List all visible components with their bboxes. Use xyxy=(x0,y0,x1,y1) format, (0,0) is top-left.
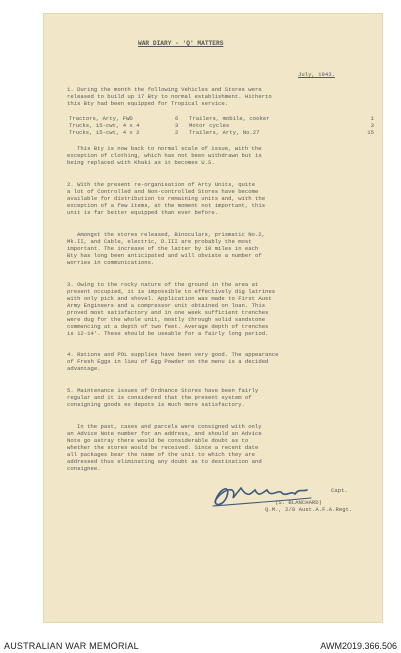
para5-line: consigning goods ex depots is much more satisfactory. xyxy=(67,401,245,408)
para1-line: released to build up 17 Bty to normal establishment. Hitherto xyxy=(67,93,272,100)
para1b-line: This Bty is now back to normal scale of issue, with the xyxy=(77,145,262,152)
para3-line: were dug for the whole unit, mostly through solid sandstone xyxy=(67,316,266,323)
document-date: July, 1943. xyxy=(298,71,335,78)
para2b-line: Bty has long been anticipated and will obviate a number of xyxy=(67,252,262,259)
para1-line: this Bty had been equipped for Tropical service. xyxy=(67,100,229,107)
para4-line: of Fresh Eggs in lieu of Egg Powder on the menu is a decided xyxy=(67,358,269,365)
document-page xyxy=(43,13,383,623)
footer-accession-number: AWM2019.366.506 xyxy=(320,641,397,651)
para2-line: a lot of Controlled and Non-controlled Stores have become xyxy=(67,188,259,195)
para5b-line: In the past, cases and parcels were consigned with only xyxy=(77,423,262,430)
vehicle-qty: 1 xyxy=(370,115,374,122)
vehicle-item: Motor cycles xyxy=(189,122,230,129)
vehicle-row xyxy=(69,129,374,137)
vehicle-qty: 2 xyxy=(175,129,179,136)
para5b-line: addressed thus eliminating any doubt as to destination and xyxy=(67,458,262,465)
vehicle-item: Tractors, Arty, FWD xyxy=(69,115,133,122)
footer-archive-name: AUSTRALIAN WAR MEMORIAL xyxy=(4,641,139,651)
document-title: WAR DIARY - 'Q' MATTERS xyxy=(138,40,224,47)
para5-line: regular and it is considered that the present system of xyxy=(67,394,252,401)
para1b-line: being replaced with Khaki as it becomes U.S. xyxy=(67,159,215,166)
signature-name: (S. BLANCHARD) xyxy=(275,499,322,506)
para3-line: 3. Owing to the rocky nature of the ground in the area at xyxy=(67,281,259,288)
para4-line: 4. Rations and POL supplies have been very good. The appearance xyxy=(67,351,279,358)
para4-line: advantage. xyxy=(67,365,101,372)
para2b-line: worries in communications. xyxy=(67,259,155,266)
para5b-line: an Advice Note number for an address, and should an Advice xyxy=(67,430,262,437)
para1-line: 1. During the month the following Vehicles and Stores were xyxy=(67,86,262,93)
para3-line: commencing at a depth of two feet. Average depth of trenches xyxy=(67,323,269,330)
para5-line: 5. Maintenance issues of Ordnance Stores have been fairly xyxy=(67,387,259,394)
para5b-line: consignee. xyxy=(67,465,101,472)
vehicle-item: Trailers, Arty, No.27 xyxy=(189,129,260,136)
para2-line: 2. With the present re-organisation of Arty Units, quite xyxy=(67,181,255,188)
vehicle-qty: 6 xyxy=(175,115,179,122)
para1b-line: exception of clothing, which has not been withdrawn but is xyxy=(67,152,262,159)
para2-line: available for distribution to remaining units and, with the xyxy=(67,195,266,202)
vehicle-item: Trucks, 15-cwt, 4 x 2 xyxy=(69,129,140,136)
signature-unit: Q.M., 2/8 Aust.A.F.A.Regt. xyxy=(265,506,353,513)
para3-line: with only pick and shovel. Application was made to First Aust xyxy=(67,295,272,302)
para2-line: exception of a few items, at the moment not important, this xyxy=(67,202,266,209)
para3-line: present occupied, it is impossible to effectively dig latrines xyxy=(67,288,276,295)
vehicle-item: Trailers, mobile, cooker xyxy=(189,115,270,122)
vehicle-qty: 3 xyxy=(175,122,179,129)
para2b-line: Mk.II, and Cable, electric, D.III are probably the most xyxy=(67,238,252,245)
para3-line: Army Engineers and a compressor unit obtained on loan. This xyxy=(67,302,266,309)
vehicle-qty: 15 xyxy=(367,129,374,136)
para3-line: proved most satisfactory and in one week sufficient trenches xyxy=(67,309,269,316)
signature-rank: Capt. xyxy=(331,487,348,494)
vehicle-item: Trucks, 15-cwt, 4 x 4 xyxy=(69,122,140,129)
para5b-line: whether the stores would be received. Since a recent date xyxy=(67,444,259,451)
vehicle-qty: 3 xyxy=(370,122,374,129)
para2-line: unit is far better equipped than ever before. xyxy=(67,209,219,216)
para3-line: is 12-14'. These should be useable for a fairly long period. xyxy=(67,330,269,337)
para2b-line: Amongst the stores released, Binoculars, prismatic No.2, xyxy=(77,231,265,238)
para2b-line: important. The increase of the latter by 10 miles in each xyxy=(67,245,259,252)
para5b-line: Note go astray there would be considerable doubt as to xyxy=(67,437,249,444)
para5b-line: all packages bear the name of the unit to which they are xyxy=(67,451,255,458)
